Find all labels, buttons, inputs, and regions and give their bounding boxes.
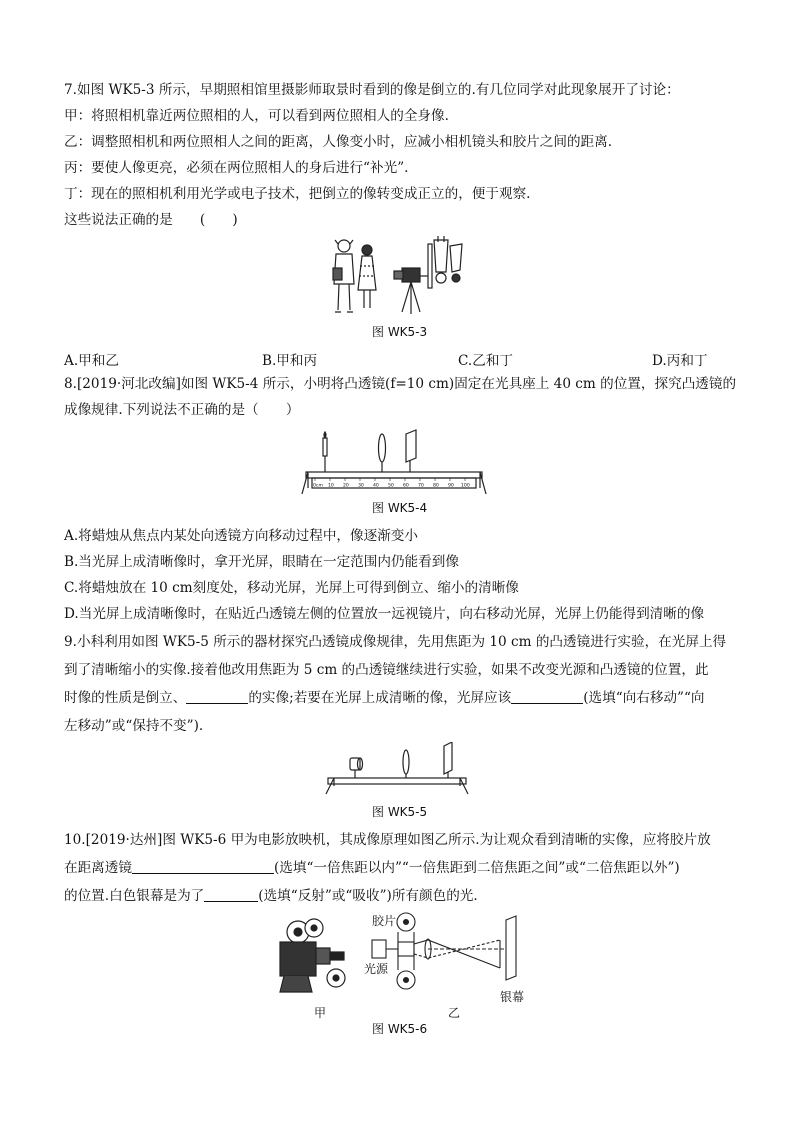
q9-line3-text-c: (选填“向右移动”“向 — [583, 690, 705, 706]
q7-option-a[interactable]: A.甲和乙 — [64, 353, 119, 369]
q7-statement-jia: 甲：将照相机靠近两位照相的人，可以看到两位照相人的全身像. — [64, 108, 449, 124]
q7-statement-yi: 乙：调整照相机和两位照相人之间的距离，人像变小时，应减小相机镜头和胶片之间的距离. — [64, 134, 613, 150]
ruler-label-30: 30 — [358, 483, 364, 489]
q8-option-d[interactable]: D.当光屏上成清晰像时，在贴近凸透镜左侧的位置放一远视镜片，向右移动光屏，光屏上仍能得到清晰的像 — [64, 606, 705, 622]
q9-line2: 到了清晰缩小的实像.接着他改用焦距为 5 cm 的凸透镜继续进行实验，如果不改变光源和凸透镜的位置，此 — [64, 662, 709, 678]
q10-line2 — [64, 858, 680, 878]
q7-statement-ding: 丁：现在的照相机利用光学或电子技术，把倒立的像转变成正立的，便于观察. — [64, 186, 531, 202]
q9-blank-image-size[interactable] — [186, 689, 248, 704]
figure-wk5-5 — [322, 742, 472, 798]
q8-stem-line2: 成像规律.下列说法不正确的是（ ） — [64, 402, 300, 418]
figure-wk5-6-label-yi: 乙 — [448, 1006, 461, 1020]
figure-wk5-4 — [298, 428, 490, 500]
q7-question: 这些说法正确的是 ( ) — [64, 212, 238, 228]
q9-line3-text-a: 时像的性质是倒立、 — [64, 690, 187, 706]
q10-line3-text-a: 的位置.白色银幕是为了 — [64, 888, 205, 904]
q7-stem: 7.如图 WK5-3 所示，早期照相馆里摄影师取景时看到的像是倒立的.有几位同学对此现象展开了讨论： — [64, 82, 680, 98]
ruler-label-70: 70 — [418, 483, 424, 489]
q10-blank-film-position[interactable] — [132, 859, 274, 874]
figure-wk5-3-caption: 图 WK5-3 — [372, 325, 428, 339]
ruler-label-10: 10 — [328, 483, 334, 489]
ruler-label-90: 90 — [448, 483, 454, 489]
figure-wk5-6-label-screen: 银幕 — [500, 990, 525, 1004]
q7-statement-bing: 丙：要使人像更亮，必须在两位照相人的身后进行“补光”. — [64, 160, 409, 176]
figure-wk5-3 — [330, 236, 465, 318]
q9-line3 — [64, 688, 705, 708]
q8-option-a[interactable]: A.将蜡烛从焦点内某处向透镜方向移动过程中，像逐渐变小 — [64, 528, 418, 544]
q10-line1: 10.[2019·达州]图 WK5-6 甲为电影放映机，其成像原理如图乙所示.为让观众看到清晰的实像，应将胶片放 — [64, 832, 711, 848]
q10-line3 — [64, 886, 478, 906]
figure-wk5-5-caption: 图 WK5-5 — [372, 805, 428, 819]
ruler-label-100: 100 — [461, 483, 470, 489]
ruler-label-80: 80 — [433, 483, 439, 489]
q7-option-b[interactable]: B.甲和丙 — [262, 353, 318, 369]
q10-blank-screen-function[interactable] — [204, 887, 258, 902]
q7-option-c[interactable]: C.乙和丁 — [458, 353, 514, 369]
q10-line2-text-a: 在距离透镜 — [64, 860, 132, 876]
q9-line4: 左移动”或“保持不变”). — [64, 718, 204, 734]
figure-wk5-6-label-film: 胶片 — [372, 914, 397, 928]
ruler-label-50: 50 — [388, 483, 394, 489]
figure-wk5-6-projector — [272, 918, 362, 998]
ruler-label-60: 60 — [403, 483, 409, 489]
q9-blank-screen-move[interactable] — [511, 689, 583, 704]
figure-wk5-6-caption: 图 WK5-6 — [372, 1022, 428, 1036]
q7-option-d[interactable]: D.丙和丁 — [652, 353, 708, 369]
ruler-label-40: 40 — [373, 483, 379, 489]
figure-wk5-4-caption: 图 WK5-4 — [372, 501, 428, 515]
q10-line2-text-b: (选填“一倍焦距以内”“一倍焦距到二倍焦距之间”或“二倍焦距以外”) — [273, 860, 680, 876]
q8-stem-line1: 8.[2019·河北改编]如图 WK5-4 所示，小明将凸透镜(f=10 cm)固定在光具座上 40 cm 的位置，探究凸透镜的 — [64, 376, 737, 392]
q8-option-c[interactable]: C.将蜡烛放在 10 cm刻度处，移动光屏，光屏上可得到倒立、缩小的清晰像 — [64, 580, 519, 596]
q9-line1: 9.小科利用如图 WK5-5 所示的器材探究凸透镜成像规律，先用焦距为 10 cm 的凸透镜进行实验，在光屏上得 — [64, 634, 727, 650]
q9-line3-text-b: 的实像;若要在光屏上成清晰的像，光屏应该 — [248, 690, 512, 706]
q8-option-b[interactable]: B.当光屏上成清晰像时，拿开光屏，眼睛在一定范围内仍能看到像 — [64, 554, 459, 570]
ruler-label-0: 0cm — [313, 483, 323, 489]
figure-wk5-6-label-light: 光源 — [364, 962, 389, 976]
figure-wk5-6-label-jia: 甲 — [314, 1006, 327, 1020]
ruler-label-20: 20 — [343, 483, 349, 489]
q10-line3-text-b: (选填“反射”或“吸收”)所有颜色的光. — [258, 888, 478, 904]
